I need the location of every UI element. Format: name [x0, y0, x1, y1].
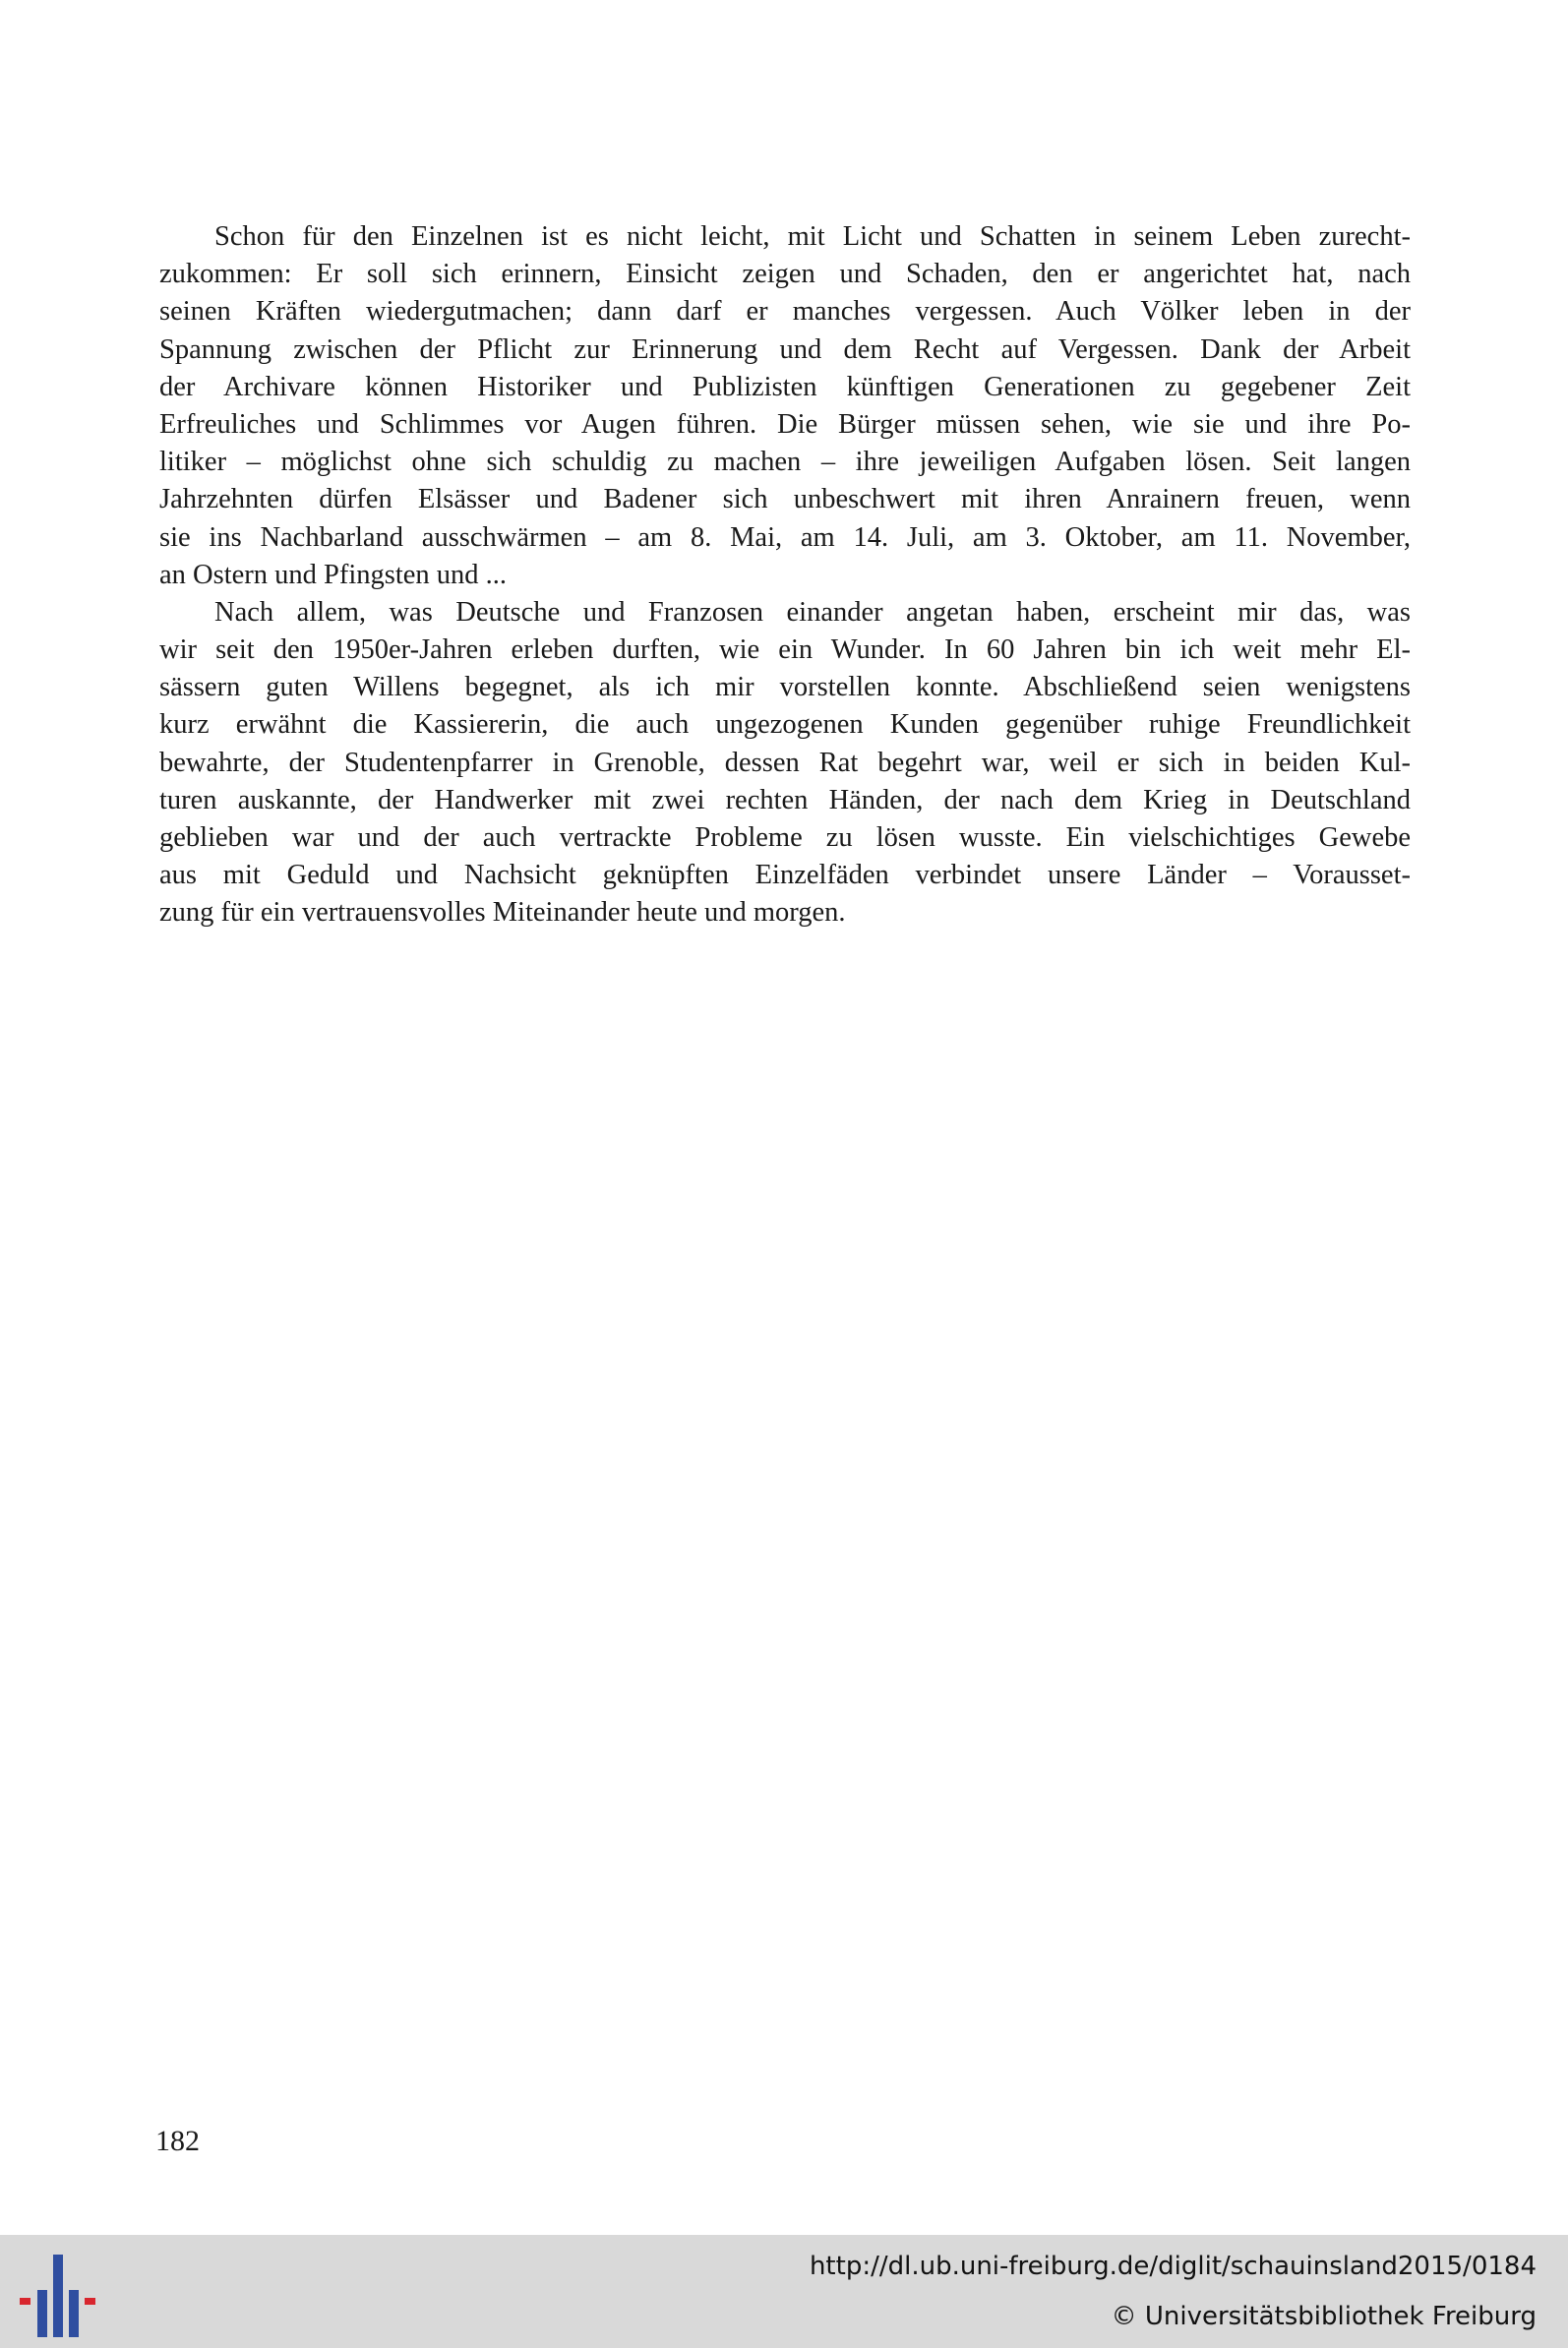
- text-line: wir seit den 1950er-Jahren erleben durften, wie ein Wunder. In 60 Jahren bin ich weit mehr El-: [159, 634, 1411, 666]
- text-line: Nach allem, was Deutsche und Franzosen einander angetan haben, erscheint mir das, was: [214, 596, 1411, 628]
- text-line: zukommen: Er soll sich erinnern, Einsicht zeigen und Schaden, den er angerichtet hat, nach: [159, 259, 1411, 290]
- text-line: kurz erwähnt die Kassiererin, die auch ungezogenen Kunden gegenüber ruhige Freundlichkeit: [159, 709, 1411, 741]
- copyright-notice: © Universitätsbibliothek Freiburg: [1111, 2302, 1537, 2331]
- paragraph-2: [159, 594, 1411, 933]
- text-line: turen auskannte, der Handwerker mit zwei rechten Händen, der nach dem Krieg in Deutschland: [159, 784, 1411, 815]
- text-line: bewahrte, der Studentenpfarrer in Grenoble, dessen Rat begehrt war, weil er sich in beiden Kul-: [159, 747, 1411, 778]
- text-line: geblieben war und der auch vertrackte Probleme zu lösen wusste. Ein vielschichtiges Gewebe: [159, 822, 1411, 853]
- text-line: seinen Kräften wiedergutmachen; dann darf er manches vergessen. Auch Völker leben in der: [159, 296, 1411, 328]
- text-line: an Ostern und Pfingsten und ...: [159, 559, 508, 590]
- text-line: sässern guten Willens begegnet, als ich mir vorstellen konnte. Abschließend seien wenigstens: [159, 672, 1411, 703]
- text-line: litiker – möglichst ohne sich schuldig zu machen – ihre jeweiligen Aufgaben lösen. Seit langen: [159, 447, 1411, 478]
- text-line: sie ins Nachbarland ausschwärmen – am 8. Mai, am 14. Juli, am 3. Oktober, am 11. November,: [159, 521, 1411, 553]
- text-line: Spannung zwischen der Pflicht zur Erinnerung und dem Recht auf Vergessen. Dank der Arbeit: [159, 333, 1411, 365]
- text-line: Erfreuliches und Schlimmes vor Augen führen. Die Bürger müssen sehen, wie sie und ihre Po-: [159, 408, 1411, 440]
- paragraph-1: [159, 218, 1411, 594]
- text-line: Jahrzehnten dürfen Elsässer und Badener sich unbeschwert mit ihren Anrainern freuen, wenn: [159, 484, 1411, 515]
- text-line: der Archivare können Historiker und Publizisten künftigen Generationen zu gegebener Zeit: [159, 371, 1411, 402]
- ub-freiburg-logo-icon: [14, 2251, 102, 2341]
- text-line: aus mit Geduld und Nachsicht geknüpften Einzelfäden verbindet unsere Länder – Vorausset-: [159, 860, 1411, 891]
- source-url-link[interactable]: http://dl.ub.uni-freiburg.de/diglit/schauinsland2015/0184: [809, 2252, 1537, 2281]
- text-line: zung für ein vertrauensvolles Miteinander heute und morgen.: [159, 897, 846, 929]
- body-text: [159, 218, 1411, 933]
- text-line: Schon für den Einzelnen ist es nicht leicht, mit Licht und Schatten in seinem Leben zurecht-: [214, 221, 1411, 252]
- page-number: 182: [155, 2125, 200, 2157]
